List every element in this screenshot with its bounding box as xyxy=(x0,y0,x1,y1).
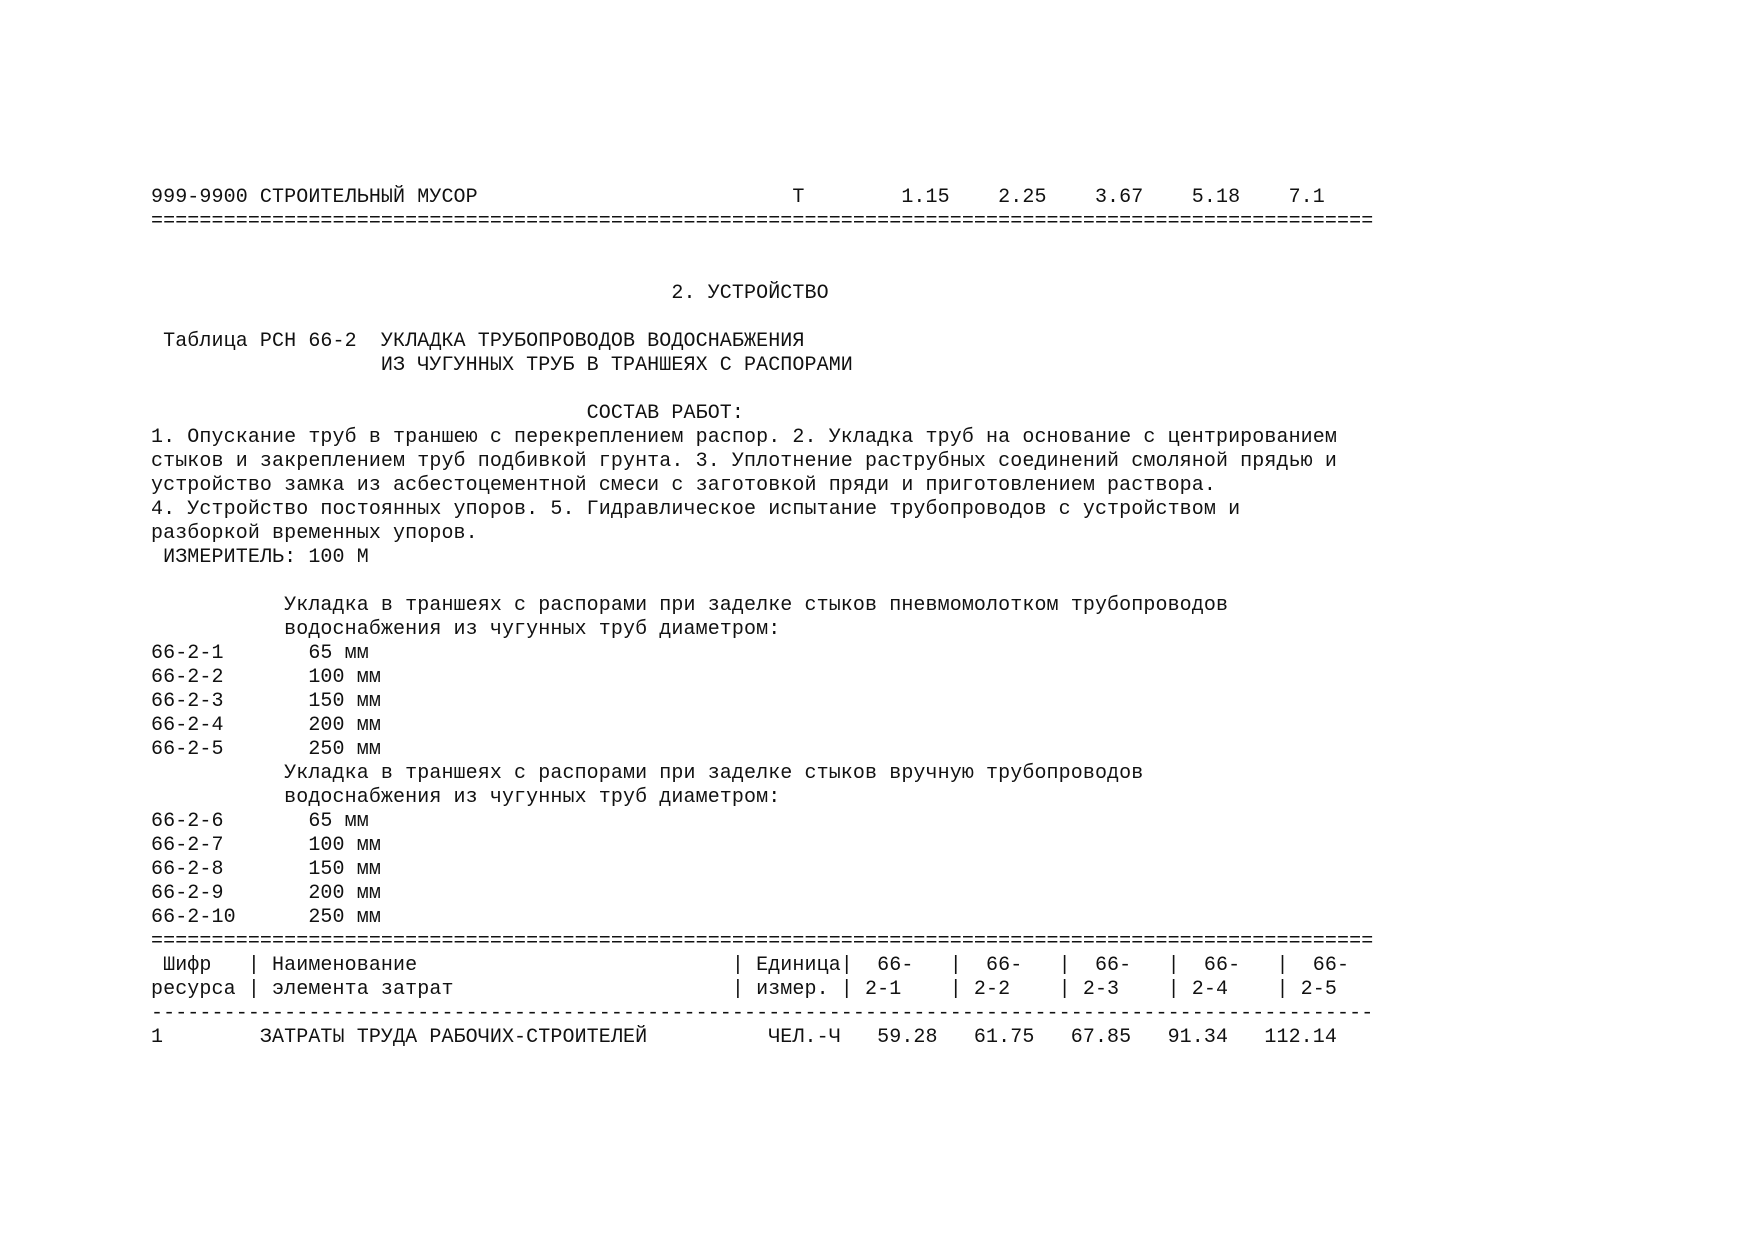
list-item: 66-2-7 100 мм xyxy=(151,834,381,857)
work-description: 1. Опускание труб в траншею с перекреплением распор. 2. Укладка труб на основание с центрированием xyxy=(151,426,1337,449)
table-title: Таблица РСН 66-2 УКЛАДКА ТРУБОПРОВОДОВ ВОДОСНАБЖЕНИЯ xyxy=(151,330,805,353)
single-rule: ----------------------------------------------------------------------------------------------------- xyxy=(151,1002,1374,1025)
work-description: стыков и закреплением труб подбивкой грунта. 3. Уплотнение раструбных соединений смоляной прядью и xyxy=(151,450,1337,473)
text-line xyxy=(151,378,1651,402)
table-header-row: ресурса | элемента затрат | измер. | 2-1 | 2-2 | 2-3 | 2-4 | 2-5 xyxy=(151,978,1337,1001)
text-line xyxy=(151,258,1651,282)
double-rule: ===================================================================================================== xyxy=(151,930,1374,953)
table-title: ИЗ ЧУГУННЫХ ТРУБ В ТРАНШЕЯХ С РАСПОРАМИ xyxy=(151,354,853,377)
text-line: 999-9900 СТРОИТЕЛЬНЫЙ МУСОР Т 1.15 2.25 3.67 5.18 7.1 xyxy=(151,186,1325,209)
text-line xyxy=(151,306,1651,330)
section-title: 2. УСТРОЙСТВО xyxy=(151,282,829,305)
list-item: 66-2-1 65 мм xyxy=(151,642,369,665)
list-item: 66-2-3 150 мм xyxy=(151,690,381,713)
group-description: водоснабжения из чугунных труб диаметром: xyxy=(151,618,781,641)
group-description: водоснабжения из чугунных труб диаметром: xyxy=(151,786,781,809)
list-item: 66-2-9 200 мм xyxy=(151,882,381,905)
document-page xyxy=(151,186,1651,1050)
double-rule: ===================================================================================================== xyxy=(151,210,1374,233)
text-line xyxy=(151,570,1651,594)
list-item: 66-2-8 150 мм xyxy=(151,858,381,881)
list-item: 66-2-6 65 мм xyxy=(151,810,369,833)
text-line xyxy=(151,234,1651,258)
table-row: 1 ЗАТРАТЫ ТРУДА РАБОЧИХ-СТРОИТЕЛЕЙ ЧЕЛ.-Ч 59.28 61.75 67.85 91.34 112.14 xyxy=(151,1026,1337,1049)
group-description: Укладка в траншеях с распорами при заделке стыков вручную трубопроводов xyxy=(151,762,1144,785)
list-item: 66-2-4 200 мм xyxy=(151,714,381,737)
work-composition-heading: СОСТАВ РАБОТ: xyxy=(151,402,744,425)
list-item: 66-2-2 100 мм xyxy=(151,666,381,689)
work-description: устройство замка из асбестоцементной смеси с заготовкой пряди и приготовлением раствора. xyxy=(151,474,1216,497)
measure-unit: ИЗМЕРИТЕЛЬ: 100 М xyxy=(151,546,369,569)
work-description: разборкой временных упоров. xyxy=(151,522,478,545)
work-description: 4. Устройство постоянных упоров. 5. Гидравлическое испытание трубопроводов с устройством и xyxy=(151,498,1241,521)
table-header-row: Шифр | Наименование | Единица| 66- | 66- | 66- | 66- | 66- xyxy=(151,954,1350,977)
group-description: Укладка в траншеях с распорами при заделке стыков пневмомолотком трубопроводов xyxy=(151,594,1229,617)
list-item: 66-2-5 250 мм xyxy=(151,738,381,761)
list-item: 66-2-10 250 мм xyxy=(151,906,381,929)
